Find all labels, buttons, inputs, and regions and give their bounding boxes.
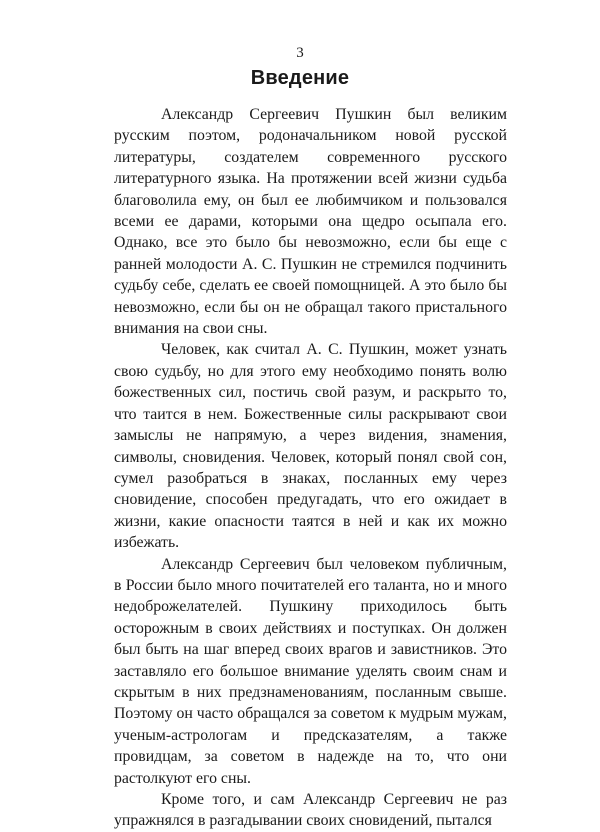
- paragraph: Александр Сергеевич был человеком публичным, в России было много почитателей его таланта, но и много недоброжелателей. Пушкину приходилось быть осторожным в своих действиях и поступках. Он должен был быть на шаг вперед своих врагов и завистников. Это заставляло его большое внимание уделять своим снам и скрытым в них предзнаменованиям, посланным свыше. Поэтому он часто обращался за советом к мудрым мужам, ученым-астрологам и предсказателям, а также провидцам, за советом в надежде на то, что они растолкуют его сны.: [114, 555, 507, 787]
- page-number: 3: [296, 45, 304, 61]
- chapter-title: Введение: [250, 67, 350, 89]
- body-text: [114, 104, 507, 832]
- paragraph: Кроме того, и сам Александр Сергеевич не раз упражнялся в разгадывании своих сновидений, пытался: [114, 791, 507, 830]
- paragraph: Александр Сергеевич Пушкин был великим русским поэтом, родоначальником новой русской литературы, создателем современного русского литературного языка. На протяжении всей жизни судьба благоволила ему, он был ее любимчиком и пользовался всеми ее дарами, которыми она щедро осыпала его. Однако, все это было бы невозможно, если бы еще с ранней молодости А. С. Пушкин не стремился подчинить судьбу себе, сделать ее своей помощницей. А это было бы невозможно, если бы он не обращал такого пристального внимания на свои сны.: [114, 106, 507, 338]
- paragraph: Человек, как считал А. С. Пушкин, может узнать свою судьбу, но для этого ему необходимо понять волю божественных сил, постичь свой разум, и раскрыто то, что таится в нем. Божественные силы раскрывают свои замыслы не напрямую, а через видения, знамения, символы, сновидения. Человек, который понял свой сон, сумел разобраться в знаках, посланных ему через сновидение, способен предугадать, что его ожидает в жизни, какие опасности таятся в ней и как их можно избежать.: [114, 341, 507, 552]
